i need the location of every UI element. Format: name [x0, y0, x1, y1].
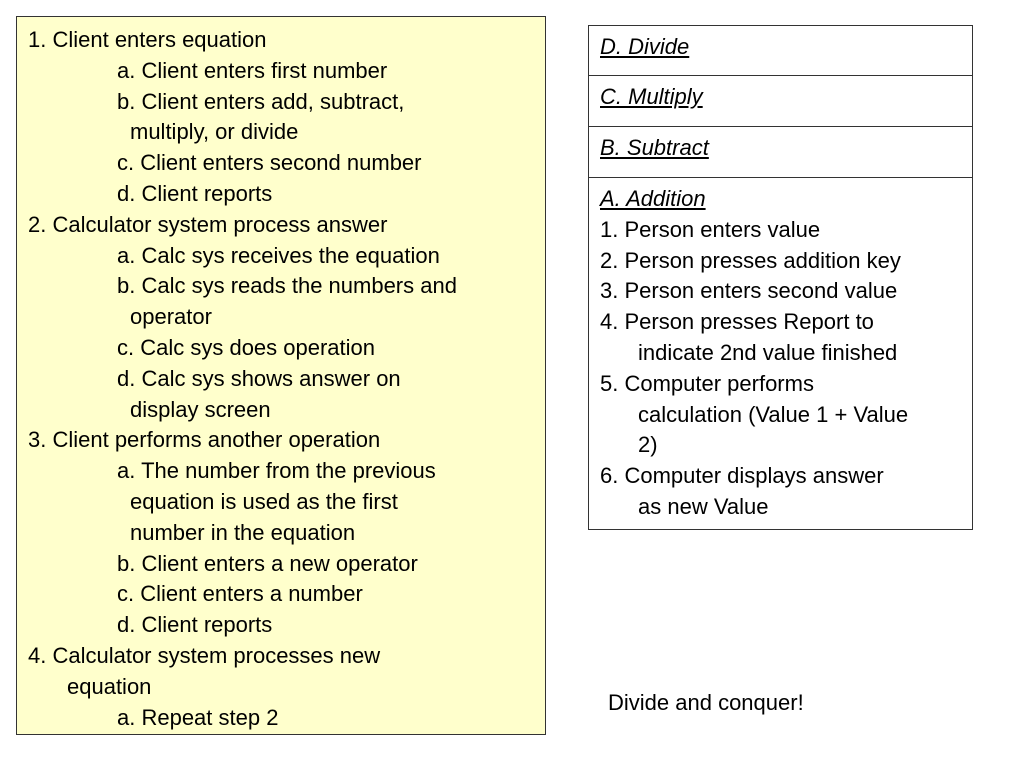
outline-step-1b: b. Client enters add, subtract,: [117, 88, 405, 114]
addition-step-6-cont: as new Value: [638, 493, 769, 519]
addition-step-4: 4. Person presses Report to: [600, 309, 874, 335]
outline-step-2b: b. Calc sys reads the numbers and: [117, 273, 457, 299]
outline-step-3a: a. The number from the previous: [117, 458, 436, 484]
outline-step-3a-cont-2: number in the equation: [130, 519, 356, 545]
operation-cards-stack: [588, 25, 973, 530]
addition-card: [588, 178, 973, 530]
subtract-card: [588, 127, 973, 178]
outline-step-1a: a. Client enters first number: [117, 57, 388, 83]
multiply-card: [588, 76, 973, 127]
outline-step-2c: c. Calc sys does operation: [117, 334, 376, 360]
addition-step-5-cont-1: calculation (Value 1 + Value: [638, 401, 909, 427]
outline-step-4: 4. Calculator system processes new: [28, 642, 381, 668]
outline-step-2a: a. Calc sys receives the equation: [117, 242, 440, 268]
outline-step-1c: c. Client enters second number: [117, 150, 422, 176]
divide-card-title: D. Divide: [600, 34, 690, 59]
outline-step-3a-cont-1: equation is used as the first: [130, 488, 398, 514]
multiply-card-title: C. Multiply: [600, 84, 703, 109]
outline-step-1d: d. Client reports: [117, 180, 273, 206]
outline-step-2d: d. Calc sys shows answer on: [117, 365, 401, 391]
addition-step-3: 3. Person enters second value: [600, 278, 898, 304]
outline-step-2d-cont: display screen: [130, 396, 271, 422]
outline-step-1b-cont: multiply, or divide: [130, 119, 299, 145]
divide-and-conquer-note: Divide and conquer!: [608, 690, 804, 715]
outline-step-1: 1. Client enters equation: [28, 27, 267, 52]
use-case-outline-box: [16, 16, 546, 735]
addition-step-4-cont: indicate 2nd value finished: [638, 339, 898, 365]
addition-step-2: 2. Person presses addition key: [600, 247, 901, 273]
divide-card: [588, 25, 973, 76]
outline-step-2: 2. Calculator system process answer: [28, 211, 388, 237]
outline-step-3d: d. Client reports: [117, 612, 273, 638]
outline-step-3: 3. Client performs another operation: [28, 427, 381, 453]
outline-step-3c: c. Client enters a number: [117, 581, 363, 607]
outline-step-2b-cont: operator: [130, 304, 212, 330]
outline-step-3b: b. Client enters a new operator: [117, 550, 418, 576]
outline-step-4-cont: equation: [67, 673, 152, 699]
outline-step-4a: a. Repeat step 2: [117, 704, 279, 730]
addition-step-1: 1. Person enters value: [600, 216, 821, 242]
addition-card-title: A. Addition: [600, 186, 706, 211]
addition-step-5: 5. Computer performs: [600, 370, 814, 396]
addition-step-6: 6. Computer displays answer: [600, 463, 884, 489]
addition-step-5-cont-2: 2): [638, 432, 658, 458]
subtract-card-title: B. Subtract: [600, 135, 709, 160]
